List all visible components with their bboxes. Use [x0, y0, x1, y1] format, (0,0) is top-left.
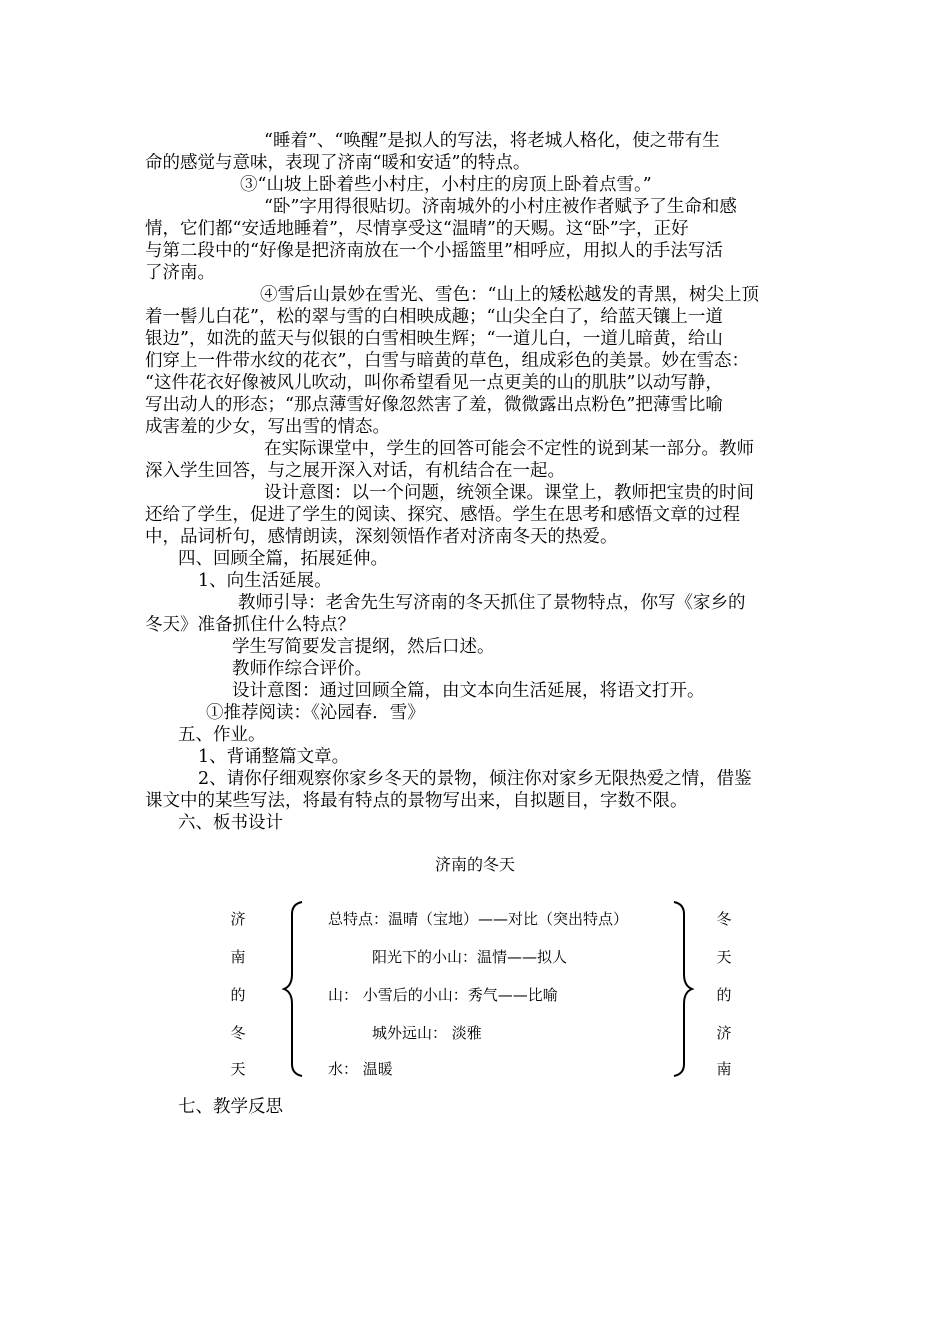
- text-line: 设计意图：通过回顾全篇，由文本向生活延展，将语文打开。: [232, 681, 705, 701]
- heading-section-7: 七、教学反思: [178, 1097, 283, 1117]
- board-title: 济南的冬天: [434, 855, 515, 874]
- board-row: 阳光下的小山：温情——拟人: [372, 948, 568, 966]
- board-row: 城外远山： 淡雅: [372, 1024, 482, 1042]
- heading-section-5: 五、作业。: [178, 725, 266, 745]
- board-left-char: 冬: [230, 1024, 246, 1042]
- board-row: 水： 温暖: [328, 1060, 393, 1078]
- text-line: 学生写简要发言提纲，然后口述。: [232, 637, 495, 657]
- text-line: 了济南。: [145, 263, 215, 283]
- text-line: 2、请你仔细观察你家乡冬天的景物，倾注你对家乡无限热爱之情，借鉴: [198, 769, 752, 789]
- text-line: ④雪后山景妙在雪光、雪色：“山上的矮松越发的青黑，树尖上顶: [260, 285, 759, 305]
- text-line: 还给了学生，促进了学生的阅读、探究、感悟。学生在思考和感悟文章的过程: [145, 505, 740, 525]
- board-left-char: 济: [230, 910, 246, 928]
- board-right-char: 的: [716, 986, 732, 1004]
- text-line: 情，它们都“安适地睡着”，尽情享受这“温晴”的天赐。这“卧”字，正好: [145, 219, 689, 239]
- board-left-char: 天: [230, 1060, 246, 1078]
- board-right-char: 济: [716, 1024, 732, 1042]
- text-line: 1、背诵整篇文章。: [198, 747, 350, 767]
- board-left-char: 南: [230, 948, 246, 966]
- right-brace: [670, 900, 694, 1078]
- board-row: 山： 小雪后的小山：秀气——比喻: [328, 986, 558, 1004]
- text-line: 中，品词析句，感情朗读，深刻领悟作者对济南冬天的热爱。: [145, 527, 618, 547]
- board-left-char: 的: [230, 986, 246, 1004]
- board-row: 总特点：温晴（宝地）——对比（突出特点）: [328, 910, 629, 928]
- text-line: 1、向生活延展。: [198, 571, 332, 591]
- text-line: “卧”字用得很贴切。济南城外的小村庄被作者赋予了生命和感: [264, 197, 737, 217]
- text-line: 着一髻儿白花”，松的翠与雪的白相映成趣；“山尖全白了，给蓝天镶上一道: [145, 307, 723, 327]
- text-line: 课文中的某些写法，将最有特点的景物写出来，自拟题目，字数不限。: [145, 791, 688, 811]
- text-line: 教师引导：老舍先生写济南的冬天抓住了景物特点，你写《家乡的: [238, 593, 746, 613]
- text-line: “这件花衣好像被风儿吹动，叫你希望看见一点更美的山的肌肤”以动写静，: [145, 373, 723, 393]
- text-line: ③“山坡上卧着些小村庄，小村庄的房顶上卧着点雪。”: [240, 175, 652, 195]
- text-line: 深入学生回答，与之展开深入对话，有机结合在一起。: [145, 461, 565, 481]
- text-line: 冬天》准备抓住什么特点？: [145, 615, 355, 635]
- text-line: 命的感觉与意味，表现了济南“暖和安适”的特点。: [145, 153, 531, 173]
- board-right-char: 天: [716, 948, 732, 966]
- text-line: 设计意图：以一个问题，统领全课。课堂上，教师把宝贵的时间: [264, 483, 754, 503]
- text-line: 教师作综合评价。: [232, 659, 372, 679]
- board-right-char: 南: [716, 1060, 732, 1078]
- text-line: 银边”，如洗的蓝天与似银的白雪相映生辉；“一道儿白，一道儿暗黄，给山: [145, 329, 723, 349]
- text-line: “睡着”、“唤醒”是拟人的写法，将老城人格化，使之带有生: [264, 131, 720, 151]
- text-line: 成害羞的少女，写出雪的情态。: [145, 417, 390, 437]
- board-right-char: 冬: [716, 910, 732, 928]
- text-line: ①推荐阅读：《沁园春．雪》: [206, 703, 425, 723]
- text-line: 与第二段中的“好像是把济南放在一个小摇篮里”相呼应，用拟人的手法写活: [145, 241, 723, 261]
- text-line: 们穿上一件带水纹的花衣”，白雪与暗黄的草色，组成彩色的美景。妙在雪态：: [145, 351, 749, 371]
- left-brace: [282, 900, 306, 1078]
- heading-section-4: 四、回顾全篇，拓展延伸。: [178, 549, 388, 569]
- heading-section-6: 六、板书设计: [178, 813, 283, 833]
- text-line: 写出动人的形态；“那点薄雪好像忽然害了羞，微微露出点粉色”把薄雪比喻: [145, 395, 723, 415]
- text-line: 在实际课堂中，学生的回答可能会不定性的说到某一部分。教师: [264, 439, 754, 459]
